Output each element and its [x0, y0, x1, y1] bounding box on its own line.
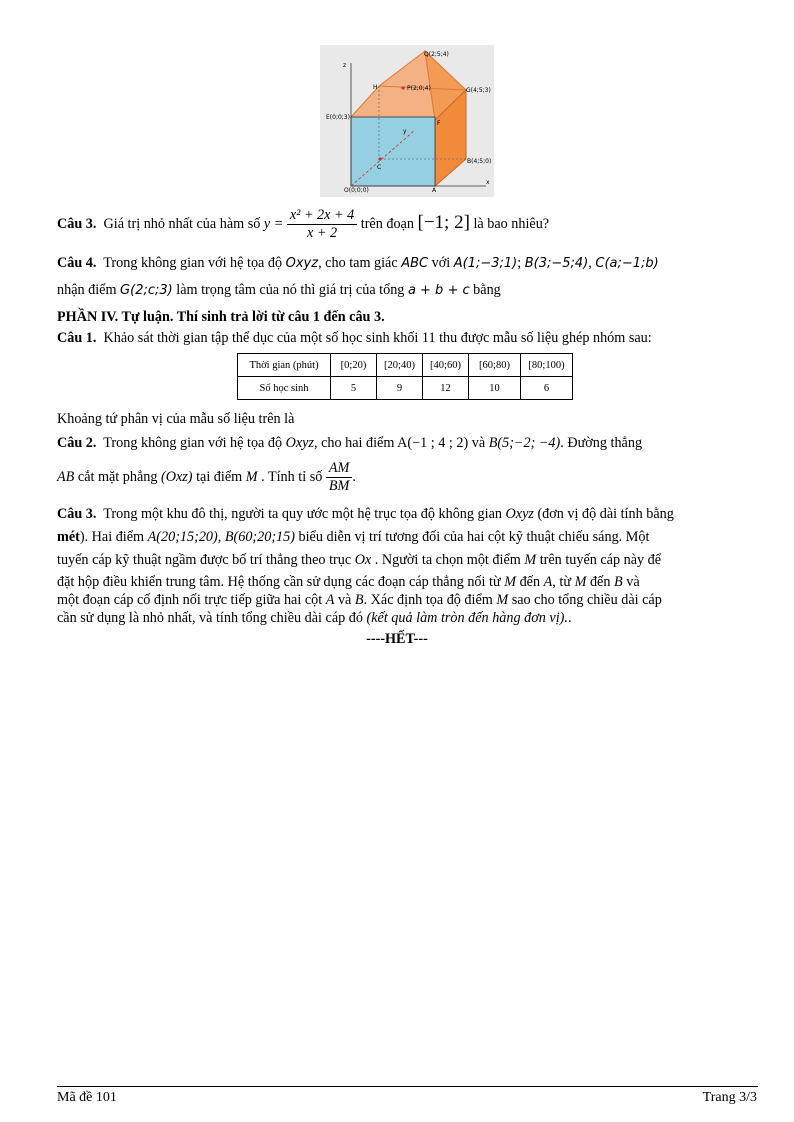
count-cell: 5 [331, 377, 377, 400]
math-oxyz: Oxyz [505, 506, 534, 522]
text: đến [519, 574, 541, 590]
math-ab: AB [57, 468, 75, 485]
question-label: Câu 3. [57, 215, 97, 232]
text: ). Hai điểm [79, 529, 145, 545]
label-x: x [486, 179, 490, 186]
count-cell: 6 [521, 377, 573, 400]
fraction [287, 207, 357, 242]
text: , cho tam giác [318, 255, 398, 271]
text: Trong không gian với hệ tọa độ [103, 435, 283, 451]
geometry-figure [320, 45, 494, 197]
end-mark: ----HẾT--- [366, 631, 428, 647]
question-3-line-6 [57, 610, 571, 627]
plane-oxz: (Oxz) [161, 468, 193, 485]
point-c: C(a;−1;b) [595, 256, 659, 271]
point-a: A(−1 ; 4 ; 2) [397, 435, 469, 451]
count-cell: 10 [469, 377, 521, 400]
footer-divider [57, 1086, 758, 1087]
question-label: Câu 1. [57, 330, 97, 346]
points-ab: A(20;15;20), B(60;20;15) [147, 529, 295, 545]
text: . [352, 468, 356, 485]
question-3-line-5 [57, 592, 662, 609]
math-a: A [325, 592, 335, 608]
label-f: F [437, 120, 441, 127]
point-b: B(5;−2; −4) [488, 435, 561, 451]
label-a: A [432, 187, 437, 194]
table-row [238, 377, 573, 400]
math-m: M [504, 574, 517, 590]
interval-cell: [40;60) [423, 354, 469, 377]
math-m: M [245, 468, 258, 485]
math-m: M [496, 592, 509, 608]
math-abc: ABC [401, 256, 429, 271]
exam-code: Mã đề 101 [57, 1090, 117, 1105]
math-m: M [524, 552, 537, 568]
text: trên tuyến cáp này để [539, 552, 662, 568]
unit: mét [57, 529, 80, 545]
label-b: B(4;5;0) [467, 158, 492, 165]
fraction-denominator: x + 2 [307, 225, 338, 241]
text: Trong một khu đô thị, người ta quy ước một hệ trục tọa độ không gian [103, 506, 502, 522]
label-h: H [373, 84, 378, 91]
text: , cho hai điểm [314, 435, 395, 451]
interval-cell: [80;100) [521, 354, 573, 377]
label-o: O(0;0;0) [344, 187, 369, 194]
page-number: Trang 3/3 [702, 1090, 757, 1105]
frequency-table [237, 353, 573, 400]
row-header: Thời gian (phút) [238, 354, 331, 377]
text: Khảo sát thời gian tập thể dục của một số học sinh khối 11 thu được mẫu số liệu ghép nhóm sau: [103, 330, 652, 346]
text: cần sử dụng là nhỏ nhất, và tính tổng chiều dài cáp đó [57, 610, 363, 626]
label-g: G(4;5;3) [466, 87, 491, 94]
interval: [−1; 2] [417, 211, 470, 233]
math-ox: Ox [354, 552, 372, 568]
part-4-title: PHẦN IV. Tự luận. Thí sinh trả lời từ câu 1 đến câu 3. [57, 309, 385, 325]
text: trên đoạn [360, 215, 414, 232]
text: Giá trị nhỏ nhất của hàm số [103, 215, 261, 232]
math-m: M [574, 574, 587, 590]
question-4-line-1 [57, 255, 659, 272]
question-1 [57, 330, 652, 347]
question-label: Câu 3. [57, 506, 97, 522]
math-oxyz: Oxyz [285, 435, 314, 451]
math-b: B [614, 574, 623, 590]
question-2-line-2 [57, 460, 356, 495]
label-y: y [403, 128, 407, 135]
text: biểu diễn vị trí tương đối của hai cột kỹ thuật chiếu sáng. Một [298, 529, 650, 545]
fraction-denominator: BM [328, 478, 350, 494]
text: . [567, 610, 572, 626]
fraction-numerator: AM [326, 460, 353, 478]
fraction-numerator: x² + 2x + 4 [287, 207, 357, 225]
table-row [238, 354, 573, 377]
question-label: Câu 2. [57, 435, 97, 451]
interval-cell: [0;20) [331, 354, 377, 377]
text: và [471, 435, 486, 451]
text: là bao nhiêu? [473, 215, 550, 232]
text: và [337, 592, 352, 608]
question-3-line-4 [57, 574, 640, 591]
text: đến [589, 574, 611, 590]
text: . Tính tỉ số [261, 468, 323, 485]
label-p: P(2;0;4) [407, 85, 431, 92]
row-header: Số học sinh [238, 377, 331, 400]
question-3-line-2 [57, 529, 649, 546]
text: làm trọng tâm của nó thì giá trị của tổng [176, 282, 405, 298]
text: (đơn vị độ dài tính bằng [537, 506, 674, 522]
label-q: Q(2;5;4) [424, 51, 449, 58]
point-b: B(3;−5;4) [524, 256, 589, 271]
text: và [626, 574, 640, 590]
question-label: Câu 4. [57, 255, 97, 271]
text: tại điểm [196, 468, 243, 485]
label-z: z [343, 62, 347, 69]
text: . Xác định tọa độ điểm [363, 592, 493, 608]
text: Trong không gian với hệ tọa độ [103, 255, 283, 271]
separator: ; [517, 255, 522, 271]
ratio-fraction [326, 460, 353, 495]
interval-cell: [60;80) [469, 354, 521, 377]
text: . Đường thẳng [560, 435, 643, 451]
question-3-line-1 [57, 506, 674, 523]
text: một đoạn cáp cố định nối trực tiếp giữa hai cột [57, 592, 323, 608]
label-c: C [377, 164, 382, 171]
text: nhận điểm [57, 282, 117, 298]
text: , từ [552, 574, 572, 590]
text: . Người ta chọn một điểm [374, 552, 521, 568]
count-cell: 12 [423, 377, 469, 400]
math-b: B [354, 592, 364, 608]
point-a: A(1;−3;1) [453, 256, 518, 271]
text: cắt mặt phẳng [77, 468, 158, 485]
question-3-min-value [57, 207, 549, 242]
math-sum: a + b + c [407, 283, 470, 298]
text: bằng [473, 282, 501, 298]
question-2-line-1 [57, 435, 642, 452]
point-g: G(2;c;3) [120, 283, 173, 298]
rounding-note: (kết quả làm tròn đến hàng đơn vị). [366, 610, 568, 626]
question-1-prompt: Khoảng tứ phân vị của mẫu số liệu trên là [57, 411, 295, 427]
math-a: A [543, 574, 553, 590]
question-3-line-3 [57, 552, 661, 569]
question-4-line-2 [57, 282, 501, 299]
text: tuyến cáp kỹ thuật ngầm được bố trí thẳng theo trục [57, 552, 352, 568]
count-cell: 9 [377, 377, 423, 400]
math-oxyz: Oxyz [285, 256, 319, 271]
math-y: y = [263, 215, 284, 232]
separator: , [588, 255, 592, 271]
interval-cell: [20;40) [377, 354, 423, 377]
text: sao cho tổng chiều dài cáp [511, 592, 662, 608]
label-e: E(0;0;3) [326, 114, 350, 121]
text: đặt hộp điều khiển trung tâm. Hệ thống cần sử dụng các đoạn cáp thẳng nối từ [57, 574, 501, 590]
text: với [431, 255, 451, 271]
